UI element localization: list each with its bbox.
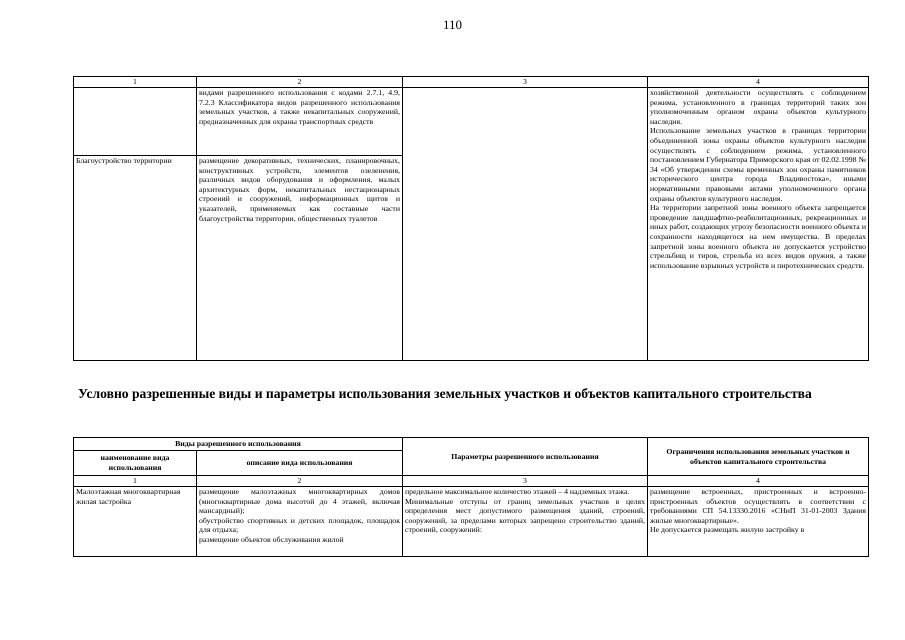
restrictions-cell [648,88,869,361]
table-row [74,88,869,156]
header-row [74,438,869,451]
table-row [74,487,869,557]
header-use-types: Виды разрешенного использования [74,438,403,451]
column-number: 3 [403,77,648,88]
column-number: 3 [403,476,648,487]
parameter-paragraph: предельное максимальное количество этажей – 4 надземных этажа. [405,487,630,496]
use-type-description: видами разрешенного использования с кодами 2.7.1, 4.9, 7.2.3 Классификатора видов разрешенного использования земельных участков, а также некапитальных сооружений, предназначенных для охраны транспортных средств [197,88,403,156]
column-number: 1 [74,77,197,88]
restriction-paragraph: На территории запретной зоны военного объекта запрещается проведение ландшафтно-реабилитационных, рекреационных и иных работ, создающих угрозу безопасности военного объекта и сохранности находящегося на нем имущества. В пределах запретной зоны военного объекта не допускается устройство стрельбищ и тиров, стрельба из всех видов оружия, а также использование взрывных устройств и пиротехнических средств. [650,203,866,270]
header-parameters: Параметры разрешенного использования [403,438,648,476]
parameters-cell [403,487,648,557]
use-type-name [74,88,197,156]
header-restrictions: Ограничения использования земельных участков и объектов капитального строительства [648,438,869,476]
column-number-row [74,77,869,88]
description-paragraph: размещение объектов обслуживания жилой [199,534,344,544]
column-number: 2 [197,476,403,487]
page-number: 110 [442,17,463,32]
column-number: 4 [648,476,869,487]
use-type-description [197,487,403,557]
description-paragraph: обустройство спортивных и детских площадок, площадок для отдыха; [199,515,400,535]
restriction-paragraph: Использование земельных участков в границах территории объединенной зоны охраны объектов культурного наследия осуществлять с соблюдением режима, установленного постановлением Губернатора Приморского края от 02.02.1998 № 34 «Об утверждении схемы временных зон охраны памятников исторического центра города Владивостока», иными нормативными правовыми актами уполномоченного органа охраны объектов культурного наследия. [650,126,866,203]
conditional-use-table [73,437,869,557]
restriction-paragraph: размещение встроенных, пристроенных и встроенно-пристроенных объектов осуществлять в соответствии с требованиями СП 54.13330.2016 «СНиП 31-01-2003 Здания жилые многоквартирные». [650,487,866,525]
column-number: 1 [74,476,197,487]
restriction-paragraph: Не допускается размещать жилую застройку в [650,525,805,535]
description-paragraph: размещение малоэтажных многоквартирных домов (многоквартирные дома высотой до 4 этажей, включая мансардный); [199,487,400,516]
header-use-name: наименование вида использования [74,451,197,476]
column-number: 2 [197,77,403,88]
land-use-table-continued [73,76,869,361]
parameter-paragraph: Минимальные отступы от границ земельных участков в целях определения мест допустимого размещения зданий, строений, сооружений, за пределами которых запрещено строительство зданий, строений, сооружений: [405,496,645,535]
restriction-paragraph: хозяйственной деятельности осуществлять с соблюдением режима, установленного в границах территорий таких зон уполномоченным органом охраны объектов культурного наследия. [650,88,866,126]
use-type-name: Малоэтажная многоквартирная жилая застройка [74,487,197,557]
parameters-cell [403,88,648,361]
section-heading: Условно разрешенные виды и параметры использования земельных участков и объектов капитального строительства [78,386,812,401]
use-type-description: размещение декоративных, технических, планировочных, конструктивных устройств, элементов озеленения, различных видов оборудования и оформления, малых архитектурных форм, некапитальных нестационарных строений и сооружений, информационных щитов и указателей, применяемых как составные части благоустройства территории, общественных туалетов [197,156,403,361]
column-number-row [74,476,869,487]
header-use-description: описание вида использования [197,451,403,476]
column-number: 4 [648,77,869,88]
restrictions-cell [648,487,869,557]
use-type-name: Благоустройство территории [74,156,197,361]
